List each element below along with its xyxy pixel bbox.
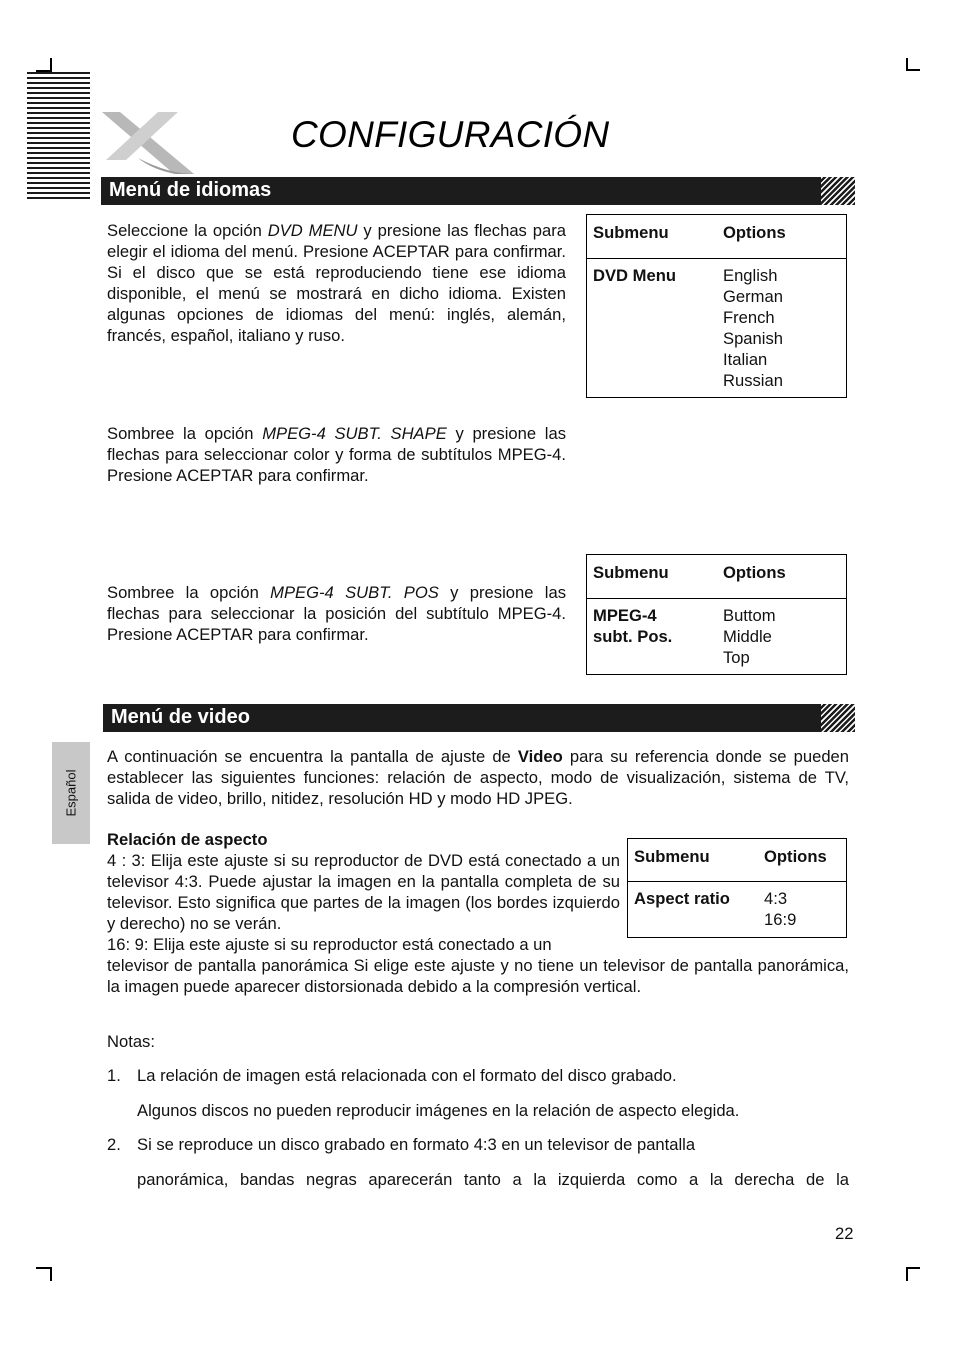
aspect-heading: Relación de aspecto (107, 830, 268, 849)
subt-pos-paragraph (107, 582, 566, 645)
header-stripes (27, 72, 90, 200)
text-span: Sombree la opción (107, 424, 263, 443)
hatch-decoration (821, 177, 855, 205)
table-aspect-ratio (627, 838, 847, 938)
header-submenu: Submenu (593, 563, 669, 582)
crop-mark-bottom-left (36, 1267, 51, 1269)
text-span: Seleccione la opción (107, 221, 268, 240)
table-header (587, 215, 846, 259)
header-options: Options (764, 847, 827, 866)
aspect-169-paragraph: televisor de pantalla panorámica Si elige este ajuste y no tiene un televisor de pantalla panorámica, la imagen puede aparecer distorsionada debido a la compresión vertical. (107, 956, 849, 996)
option-item: French (723, 308, 775, 327)
text-span: para su referencia donde se pueden establecer las siguientes funciones: relación de aspecto, modo de visualización, sistema de TV, salida de video, brillo, nitidez, resolución HD y modo HD JPEG. (107, 747, 850, 808)
table-subt-pos (586, 554, 847, 675)
option-item: 4:3 (764, 889, 788, 908)
options-cell (723, 265, 783, 391)
subt-shape-paragraph (107, 423, 566, 486)
text-span: y presione las flechas para elegir el idioma del menú. Presione ACEPTAR para confirmar. Si el disco que se está reproduciendo tiene ese idioma disponible, el menú se mostrará en dicho idioma. Existen algunas opciones de idiomas del menú: inglés, alemán, francés, español, italiano y ruso. (107, 221, 566, 345)
text-span: y presione las flechas para seleccionar la posición del subtítulo MPEG-4. Presione ACEPTAR para confirmar. (107, 583, 566, 644)
text-span: A continuación se encuentra la pantalla de ajuste de (107, 747, 518, 766)
crop-mark-bottom-right-v (906, 1267, 908, 1281)
submenu-cell (593, 605, 672, 647)
submenu-line: subt. Pos. (593, 627, 673, 646)
text-span: Sombree la opción (107, 583, 271, 602)
note-2-line-1: Si se reproduce un disco grabado en formato 4:3 en un televisor de pantalla (137, 1135, 696, 1154)
submenu-cell: DVD Menu (593, 266, 676, 285)
option-item: Italian (723, 350, 768, 369)
section-title-idiomas: Menú de idiomas (109, 179, 272, 201)
dvd-menu-paragraph (107, 220, 566, 346)
option-name: MPEG-4 SUBT. SHAPE (262, 424, 447, 443)
bold-term: Video (517, 747, 563, 766)
option-item: English (723, 266, 778, 285)
page-title: CONFIGURACIÓN (291, 114, 610, 155)
aspect-169-line: 16: 9: Elija este ajuste si su reproductor está conectado a un (107, 935, 552, 954)
note-2-line-2: panorámica, bandas negras aparecerán tanto a la izquierda como a la derecha de la (137, 1170, 849, 1189)
options-cell (723, 605, 776, 668)
crop-mark-bottom-right (906, 1267, 920, 1269)
header-submenu: Submenu (634, 847, 710, 866)
option-name: DVD MENU (267, 221, 358, 240)
crop-mark-bottom-left-v (50, 1267, 52, 1281)
option-item: Russian (723, 371, 783, 390)
table-dvd-menu (586, 214, 847, 398)
brand-logo-icon (98, 108, 198, 178)
header-options: Options (723, 223, 786, 242)
option-item: Middle (723, 627, 772, 646)
options-cell (764, 888, 796, 930)
video-intro-paragraph (107, 746, 849, 809)
note-1-line-1: La relación de imagen está relacionada con el formato del disco grabado. (137, 1066, 677, 1085)
hatch-decoration (821, 704, 855, 732)
header-submenu: Submenu (593, 223, 669, 242)
notes-title: Notas: (107, 1032, 155, 1051)
header-options: Options (723, 563, 786, 582)
aspect-43-paragraph: 4 : 3: Elija este ajuste si su reproductor de DVD está conectado a un televisor 4:3. Puede ajustar la imagen en la pantalla completa de su televisor. Esto significa que partes de la imagen (los bordes izquierdo y derecho) no se verán. (107, 851, 620, 933)
note-1-line-2: Algunos discos no pueden reproducir imágenes en la relación de aspecto elegida. (137, 1101, 740, 1120)
section-bar-idiomas (101, 177, 855, 205)
language-side-tab (52, 742, 90, 844)
option-item: Spanish (723, 329, 783, 348)
section-title-video: Menú de video (111, 706, 250, 728)
option-name: MPEG-4 SUBT. POS (270, 583, 439, 602)
table-header (628, 839, 846, 882)
page-number: 22 (835, 1224, 854, 1243)
table-header (587, 555, 846, 599)
option-item: 16:9 (764, 910, 797, 929)
option-item: German (723, 287, 783, 306)
crop-mark-top-right-h (906, 69, 920, 71)
text-span: y presione las flechas para seleccionar color y forma de subtítulos MPEG-4. Presione ACEPTAR para confirmar. (107, 424, 566, 485)
side-tab-label: Español (63, 769, 79, 817)
option-item: Buttom (723, 606, 776, 625)
submenu-line: MPEG-4 (593, 606, 657, 625)
note-1-number: 1. (107, 1066, 121, 1085)
section-bar-video (103, 704, 855, 732)
note-2-number: 2. (107, 1135, 121, 1154)
submenu-cell: Aspect ratio (634, 889, 730, 908)
option-item: Top (723, 648, 750, 667)
